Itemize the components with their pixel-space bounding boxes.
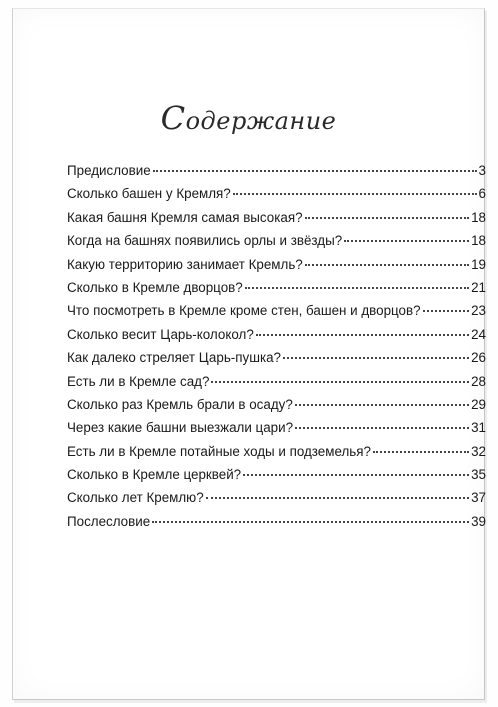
- toc-entry-title: Сколько в Кремле церквей?: [67, 467, 242, 483]
- toc-entry-page: 18: [471, 209, 486, 225]
- toc-entry-title: Сколько раз Кремль брали в осаду?: [67, 396, 293, 412]
- dot-leader: [153, 170, 477, 172]
- toc-entry: [67, 510, 486, 533]
- toc-entry: [67, 229, 486, 252]
- toc-entry-title: Послесловие: [67, 513, 151, 529]
- toc-entry: [67, 346, 486, 369]
- heading-initial: С: [160, 99, 186, 137]
- toc-entry-page: 24: [471, 326, 486, 342]
- toc-entry: [67, 463, 486, 486]
- toc-entry-page: 23: [471, 303, 486, 319]
- dot-leader: [295, 427, 469, 429]
- dot-leader: [283, 357, 469, 359]
- book-page: [12, 8, 485, 700]
- toc-entry: [67, 486, 486, 509]
- toc-entry: [67, 253, 486, 276]
- toc-entry: [67, 416, 486, 439]
- toc-entry-page: 39: [471, 513, 486, 529]
- dot-leader: [344, 240, 469, 242]
- toc-entry-page: 35: [471, 467, 486, 483]
- toc-entry-title: Какую территорию занимает Кремль?: [67, 256, 303, 272]
- dot-leader: [152, 521, 469, 523]
- toc-entry: [67, 299, 486, 322]
- toc-entry-title: Какая башня Кремля самая высокая?: [67, 209, 303, 225]
- dot-leader: [295, 404, 469, 406]
- toc-entry: [67, 440, 486, 463]
- toc-entry: [67, 370, 486, 393]
- dot-leader: [206, 497, 469, 499]
- dot-leader: [245, 287, 469, 289]
- toc-entry-page: 28: [471, 373, 486, 389]
- toc-entry-page: 31: [471, 420, 486, 436]
- toc-entry-page: 19: [471, 256, 486, 272]
- toc-entry-title: Сколько в Кремле дворцов?: [67, 279, 243, 295]
- toc-entry-title: Предисловие: [67, 163, 151, 178]
- toc-entry-page: 37: [471, 490, 486, 506]
- toc-entry-title: Когда на башнях появились орлы и звёзды?: [67, 233, 343, 249]
- dot-leader: [305, 264, 469, 266]
- toc-entry-title: Есть ли в Кремле потайные ходы и подземелья?: [67, 443, 371, 459]
- toc-entry: [67, 206, 486, 229]
- toc-entry-page: 32: [471, 443, 486, 459]
- toc-entry-title: Как далеко стреляет Царь-пушка?: [67, 350, 281, 366]
- toc-entry-page: 18: [471, 233, 486, 249]
- toc-entry-page: 6: [478, 186, 486, 202]
- toc-entry: [67, 182, 486, 205]
- dot-leader: [243, 474, 469, 476]
- heading-text: одержание: [185, 107, 337, 135]
- toc-entry-page: 26: [471, 350, 486, 366]
- toc-entry-title: Сколько башен у Кремля?: [67, 186, 231, 202]
- toc-entry-title: Что посмотреть в Кремле кроме стен, башен и дворцов?: [67, 303, 421, 319]
- dot-leader: [256, 334, 469, 336]
- toc-entry-page: 3: [478, 163, 486, 178]
- toc-entry-title: Через какие башни выезжали цари?: [67, 420, 294, 436]
- toc-entry-title: Сколько весит Царь-колокол?: [67, 326, 254, 342]
- dot-leader: [373, 451, 469, 453]
- toc-entry: [67, 276, 486, 299]
- toc-entry-page: 21: [471, 279, 486, 295]
- toc-entry: [67, 323, 486, 346]
- page-heading: [13, 99, 484, 137]
- toc-entry-title: Сколько лет Кремлю?: [67, 490, 204, 506]
- dot-leader: [305, 217, 470, 219]
- toc-entry: [67, 159, 486, 182]
- toc-entry-title: Есть ли в Кремле сад?: [67, 373, 210, 389]
- dot-leader: [211, 381, 469, 383]
- dot-leader: [423, 310, 470, 312]
- table-of-contents: [67, 159, 486, 533]
- dot-leader: [233, 193, 477, 195]
- toc-entry-page: 29: [471, 396, 486, 412]
- toc-entry: [67, 393, 486, 416]
